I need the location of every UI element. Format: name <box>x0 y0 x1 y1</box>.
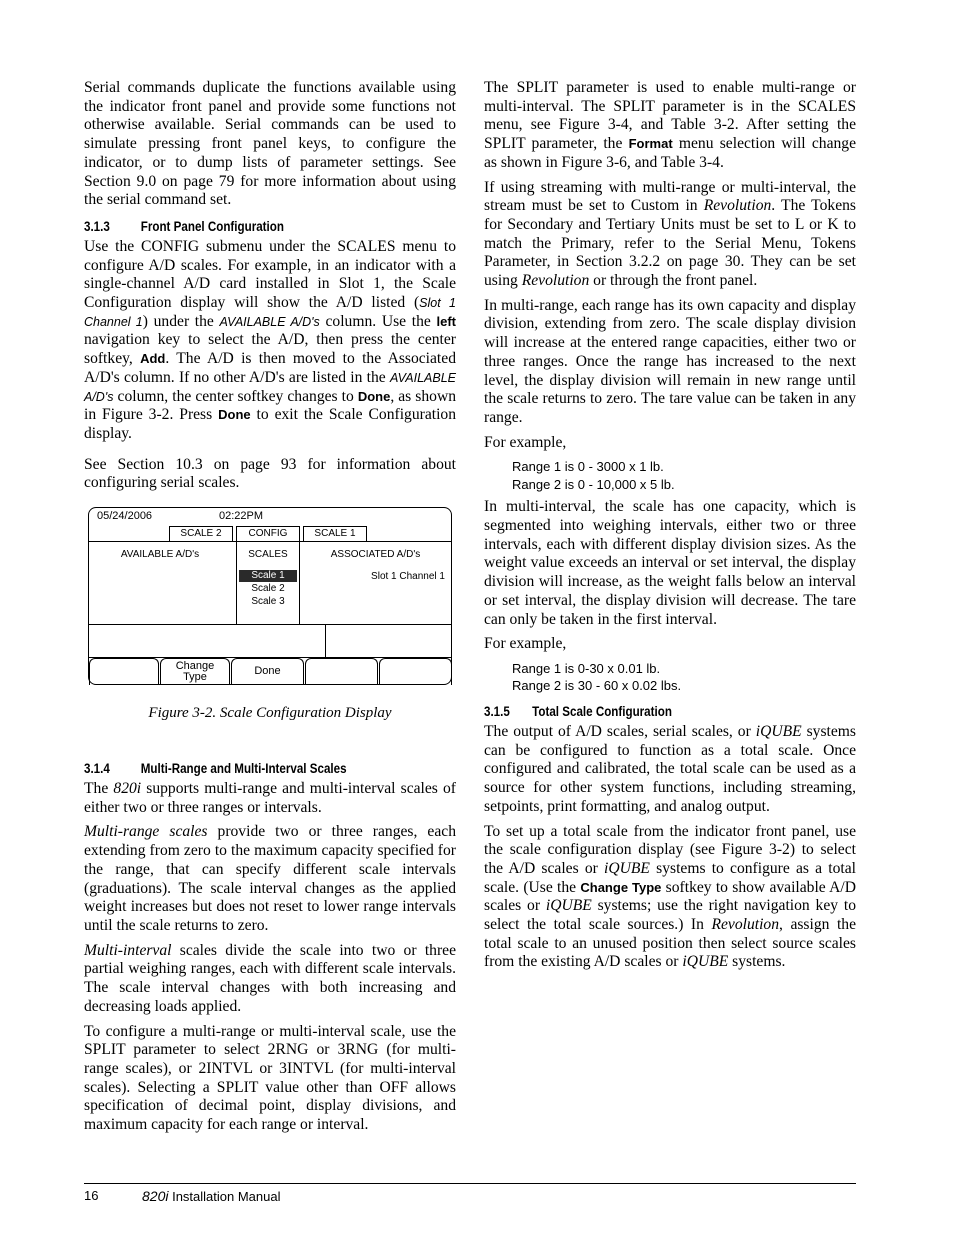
left-column <box>84 79 456 1141</box>
page-number: 16 <box>84 1188 99 1203</box>
screen-date: 05/24/2006 <box>97 510 153 523</box>
example-block <box>484 660 856 695</box>
paragraph-multi-range: Multi-range scales provide two or three ranges, each extending from zero to the maximum capacity specified for the range, that can specify different scale intervals (graduations). The scale interval changes as the applied weight increases but does not reset to lower range intervals until the scale returns to zero. <box>84 823 456 934</box>
tab-scale-2[interactable]: SCALE 2 <box>169 526 233 541</box>
associated-item[interactable]: Slot 1 Channel 1 <box>371 571 445 583</box>
paragraph-configure-split: To configure a multi-range or multi-interval scale, use the SPLIT parameter to select 2RNG or 3RNG (for multi-range scales), or 2INTVL or 3INTVL (for multi-interval scales). Selecting a SPLIT value other than OFF allows specification of decimal point, display divisions, and maximum capacity for each range or interval. <box>84 1022 456 1134</box>
softkey-change-type[interactable]: Change Type <box>160 658 230 685</box>
paragraph-serial-scales: See Section 10.3 on page 93 for information about configuring serial scales. <box>84 455 456 492</box>
paragraph-multi-interval-detail: In multi-interval, the scale has one capacity, which is segmented into weighing intervals, either two or three intervals, each with different display division sizes. As the weight value exceeds an interval or set interval, the display division will increase, as the weight falls below an interval or set interval, the display division will decrease. The tare can only be taken in the first interval. <box>484 498 856 628</box>
heading-number: 3.1.5 <box>484 703 510 719</box>
heading-title: Front Panel Configuration <box>140 218 284 234</box>
paragraph-split-parameter: The SPLIT parameter is used to enable multi-range or multi-interval. The SPLIT parameter is in the SCALES menu, see Figure 3-4, and Table 3-2. After setting the SPLIT parameter, the Format menu selection will change as shown in Figure 3-6, and Table 3-4. <box>484 79 857 171</box>
softkey-4[interactable] <box>305 658 378 685</box>
screen-time: 02:22PM <box>219 510 264 523</box>
column-available-ads: AVAILABLE A/D's <box>120 549 200 561</box>
scale-config-screen <box>88 507 452 685</box>
right-column <box>484 79 856 978</box>
paragraph-multi-interval: Multi-interval scales divide the scale into two or three partial weighing ranges, each with different scale intervals. The scale interval changes with both increasing and decreasing loads applied. <box>84 941 456 1015</box>
tab-config[interactable]: CONFIG <box>236 526 300 541</box>
scale-item[interactable]: Scale 2 <box>251 583 285 595</box>
heading-3-1-5 <box>484 703 804 721</box>
heading-3-1-4 <box>84 760 404 778</box>
example-line: Range 2 is 0 - 10,000 x 5 lb. <box>512 476 675 492</box>
figure-scale-configuration <box>88 507 452 685</box>
heading-number: 3.1.4 <box>84 761 110 777</box>
example-line: Range 2 is 30 - 60 x 0.02 lbs. <box>512 678 682 694</box>
paragraph-streaming: If using streaming with multi-range or multi-interval, the stream must be set to Custom in Revolution. The Tokens for Secondary and Tertiary Units must be set to L or K to match the Primary, refer to the Serial Menu, Tokens Parameter, in Section 3.2.2 on page 30. They can be set using Revolution or through the front panel. <box>484 178 856 290</box>
paragraph-multi-range-detail: In multi-range, each range has its own capacity and display division, extending from zero. The scale display division will increase at the entered range capacities, either two or three ranges. Once the range has increased to the next level, the display division will remain in new range until the scale returns to zero. The tare value can be taken in any range. <box>484 296 856 426</box>
paragraph-supports: The 820i supports multi-range and multi-interval scales of either two or three ranges or intervals. <box>84 780 456 816</box>
paragraph-front-panel-config: Use the CONFIG submenu under the SCALES menu to configure A/D scales. For example, in an indicator with a single-channel A/D card installed in Slot 1, the Scale Configuration display will show the A/D listed (Slot 1 Channel 1) under the AVAILABLE A/D's column. Use the left navigation key to select the A/D, then press the center softkey, Add. The A/D is then moved to the Associated A/D's column. If no other A/D's are listed in the AVAILABLE A/D's column, the center softkey changes to Done, as shown in Figure 3-2. Press Done to exit the Scale Configuration display. <box>84 237 456 442</box>
column-associated-ads: ASSOCIATED A/D's <box>330 549 421 561</box>
paragraph-serial-commands: Serial commands duplicate the functions available using the indicator front panel and provide some functions not otherwise available. Serial commands can be used to simulate pressing front panel keys, to configure the indicator, or to dump lists of parameter settings. See Section 9.0 on page 79 for more information about using the serial command set. <box>84 79 456 209</box>
softkey-done[interactable]: Done <box>231 658 304 685</box>
divider <box>89 541 451 542</box>
paragraph-for-example: For example, <box>484 433 567 451</box>
divider <box>89 624 451 625</box>
paragraph-total-scale-output: The output of A/D scales, serial scales, or iQUBE systems can be configured to function as a total scale. Once configured and calibrated, the total scale can be used as a source for other system functions, including streaming, setpoints, print formatting, and analog output. <box>484 722 856 815</box>
heading-number: 3.1.3 <box>84 218 110 234</box>
figure-caption: Figure 3-2. Scale Configuration Display <box>148 705 392 722</box>
footer-rule <box>84 1183 856 1184</box>
tab-scale-1[interactable]: SCALE 1 <box>303 526 367 541</box>
example-line: Range 1 is 0 - 3000 x 1 lb. <box>512 459 664 475</box>
example-line: Range 1 is 0-30 x 0.01 lb. <box>512 660 661 676</box>
softkey-5[interactable] <box>379 658 452 685</box>
softkey-1[interactable] <box>89 658 159 685</box>
heading-3-1-3 <box>84 218 404 236</box>
paragraph-total-scale-setup: To set up a total scale from the indicator front panel, use the scale configuration display (see Figure 3-2) to select the A/D scales or iQUBE systems to configure as a total scale. (Use the Change Type softkey to show available A/D scales or iQUBE systems; use the right navigation key to select the total scale sources.) In Revolution, assign the total scale to an unused position then select source scales from the existing A/D scales or iQUBE systems. <box>484 822 857 971</box>
example-block <box>484 458 856 493</box>
scale-item-selected[interactable]: Scale 1 <box>239 570 297 582</box>
heading-title: Total Scale Configuration <box>532 703 672 719</box>
heading-title: Multi-Range and Multi-Interval Scales <box>140 761 347 777</box>
scale-item[interactable]: Scale 3 <box>251 596 285 608</box>
footer-title: 820i Installation Manual <box>142 1188 281 1204</box>
divider <box>325 624 326 657</box>
column-scales: SCALES <box>248 549 288 561</box>
paragraph-for-example: For example, <box>484 635 567 653</box>
